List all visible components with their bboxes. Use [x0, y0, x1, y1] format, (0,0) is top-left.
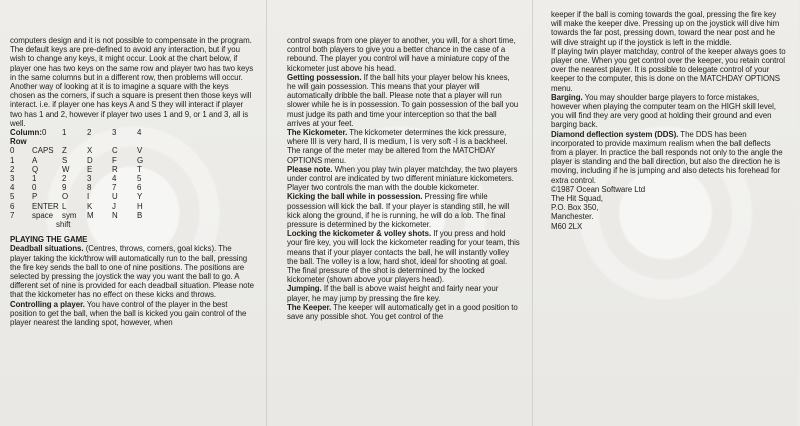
possession-paragraph: [287, 73, 520, 128]
range-paragraph: The range of the meter may be altered from the MATCHDAY OPTIONS menu.: [287, 146, 496, 165]
address-line-2: P.O. Box 350,: [551, 203, 599, 213]
shift-note: shift: [56, 220, 71, 230]
key-cell: F: [112, 155, 117, 165]
playing-heading: PLAYING THE GAME: [10, 235, 88, 245]
locking-text: If you press and hold your fire key, you will lock the kickometer reading for your team, this means that if your player contacts the ball, he will instantly volley the ball. The volley is a low, hard shot, ideal for shooting at goal. The final pressure of the shot is determined by the locked kickometer (shown above your players head).: [287, 229, 520, 285]
key-cell: 0: [32, 183, 37, 193]
kicking-text: Pressing fire while possession will kick the ball. If your player is standing still, he will kick along the ground, if he is running, he will do a lob. The final pressure is determined by the kickometer.: [287, 192, 510, 230]
jumping-paragraph: [287, 284, 520, 302]
column-0: 0: [42, 128, 47, 138]
deadball-title: Deadball situations.: [10, 244, 84, 254]
key-matrix-row: [10, 211, 254, 220]
key-cell: 3: [87, 174, 92, 184]
key-cell: Z: [62, 146, 67, 156]
kickometer-title: The Kickometer.: [287, 128, 348, 138]
row-number: 1: [10, 155, 15, 165]
key-cell: B: [137, 210, 143, 220]
possession-text: If the ball hits your player below his knees, he will gain possession. This means that your player will automatically dribble the ball. Please note that a player will run slower while he is in possession. To gain possession of the ball you must judge its path and time your interception so that the ball arrives at your feet.: [287, 72, 519, 128]
key-cell: N: [112, 210, 118, 220]
kicking-title: Kicking the ball while in possession.: [287, 192, 423, 202]
address-line-4: M60 2LX: [551, 221, 583, 231]
column-header-row: [10, 128, 254, 137]
row-number: 0: [10, 146, 15, 156]
key-cell: 7: [112, 183, 117, 193]
key-cell: U: [112, 192, 118, 202]
key-cell: T: [137, 164, 142, 174]
kickometer-text: The kickometer determines the kick pressure, where III is very hard, II is medium, I is very soft -I is a backheel.: [287, 128, 508, 147]
keeper-title: The Keeper.: [287, 302, 332, 312]
intro-paragraph: computers design and it is not possible to compensate in the program. The default keys are pre-defined to avoid any interaction, but if you wish to change any keys, it might occur. Look at the chart below, if player one has two keys on the same row and player two has two keys in the same columns but in a different row, then problems will occur. Another way of looking at it is to imagine a square with the keys chosen as the corners, if such a square is present then those keys will interact. i.e. if player one has keys A and S they will interact if player two has 1 and 2, however if player two uses 1 and 9, or 1 and 3, all is well.: [10, 36, 254, 128]
row-number: 7: [10, 210, 15, 220]
key-cell: E: [87, 164, 93, 174]
keeper-dive-paragraph: keeper if the ball is coming towards the goal, pressing the fire key will make the keeper dive. Pressing up on the joystick will dive him towards the far post, pressing down, toward the near post and he will dive straight up if the joystick is left in the middle.: [551, 10, 780, 47]
copyright-line: ©1987 Ocean Software Ltd: [551, 184, 646, 194]
locking-paragraph: [287, 229, 520, 284]
key-cell: S: [62, 155, 68, 165]
key-cell: C: [112, 146, 118, 156]
row-number: 5: [10, 192, 15, 202]
key-cell: space: [32, 210, 54, 220]
key-matrix-row: [10, 183, 254, 192]
publisher-address: [551, 185, 786, 231]
key-cell: 1: [32, 174, 37, 184]
key-matrix-row: [10, 156, 254, 165]
key-cell: 5: [137, 174, 142, 184]
column-4: 4: [137, 128, 142, 138]
key-cell: K: [87, 201, 93, 211]
panel-right: [532, 0, 798, 426]
key-cell: P: [32, 192, 38, 202]
barging-paragraph: [551, 93, 786, 130]
column-1: 1: [62, 128, 67, 138]
key-matrix-rows: [10, 146, 254, 220]
row-number: 3: [10, 174, 15, 184]
control-title: Controlling a player.: [10, 299, 85, 309]
key-matrix-row: [10, 202, 254, 211]
key-matrix-row: [10, 174, 254, 183]
key-cell: I: [87, 192, 90, 202]
key-cell: sym: [62, 210, 77, 220]
key-cell: CAPS: [32, 146, 54, 156]
column-2: 2: [87, 128, 92, 138]
key-cell: M: [87, 210, 94, 220]
key-cell: D: [87, 155, 93, 165]
dds-paragraph: [551, 130, 786, 185]
column-3: 3: [112, 128, 117, 138]
panel-middle: [266, 0, 532, 426]
key-cell: Q: [32, 164, 39, 174]
row-label: Row: [10, 137, 27, 147]
address-line-1: The Hit Squad,: [551, 194, 603, 204]
control-paragraph: [10, 300, 254, 328]
key-cell: O: [62, 192, 69, 202]
key-cell: L: [62, 201, 67, 211]
possession-title: Getting possession.: [287, 72, 362, 82]
jumping-text: If the ball is above waist height and fairly near your player, he may jump by pressing the fire key.: [287, 284, 499, 303]
panel-left: [0, 0, 266, 426]
key-cell: V: [137, 146, 143, 156]
dds-title: Diamond deflection system (DDS).: [551, 129, 679, 139]
key-matrix-table: [10, 128, 254, 229]
note-title: Please note.: [287, 164, 333, 174]
row-number: 6: [10, 201, 15, 211]
address-line-3: Manchester.: [551, 212, 594, 222]
row-number: 4: [10, 183, 15, 193]
key-cell: W: [62, 164, 70, 174]
key-matrix-row: [10, 192, 254, 201]
key-cell: G: [137, 155, 144, 165]
kicking-paragraph: [287, 192, 520, 229]
twin-keeper-paragraph: If playing twin player matchday, control of the keeper always goes to player one. When you get control over the keeper, you retain control over the nearest player. It is possible to delegate control of your keeper to the computer, this is done on the MATCHDAY OPTIONS menu.: [551, 46, 786, 93]
key-cell: 8: [87, 183, 92, 193]
row-number: 2: [10, 164, 15, 174]
key-cell: Y: [137, 192, 143, 202]
key-cell: 2: [62, 174, 67, 184]
control-text: You have control of the player in the best position to get the ball, when the ball is kicked you gain control of the player nearest the landing spot, however, when: [10, 299, 247, 328]
barging-text: You may shoulder barge players to force mistakes, however when playing the computer team on the HIGH skill level, you will find they are very good at holding their ground and even barging back.: [551, 92, 776, 130]
note-paragraph: [287, 165, 520, 193]
key-matrix-row: [10, 165, 254, 174]
note-text: When you play twin player matchday, the two players under control are indicated by two different miniature kickometers. Player two controls the man with the double kickometer.: [287, 164, 518, 193]
key-cell: 6: [137, 183, 142, 193]
dds-text: The DDS has been incorporated to provide maximum realism when the ball deflects from a player. In practice the ball responds not only to the angle the player is standing and the ball direction, but also the direction he is moving, including if he is jumping and also detects his forehead for extra control.: [551, 129, 783, 185]
deadball-text: (Centres, throws, corners, goal kicks). The player taking the kick/throw will automatically run to the ball, pressing the fire key sends the ball to one of nine positions. The positions are selected by pressing the joystick the way you want the ball to go. A different set of nine is provided for each deadball situation. Please note that the kickometer has no effect on these kicks and throws.: [10, 244, 254, 300]
key-cell: H: [137, 201, 143, 211]
locking-title: Locking the kickometer & volley shots.: [287, 229, 432, 239]
key-cell: ENTER: [32, 201, 59, 211]
keeper-paragraph: [287, 303, 520, 321]
key-cell: 4: [112, 174, 117, 184]
keeper-text: The keeper will automatically get in a good position to save any possible shot. You get control of the: [287, 302, 518, 322]
key-cell: 9: [62, 183, 67, 193]
key-cell: J: [112, 201, 116, 211]
barging-title: Barging.: [551, 92, 583, 102]
control-swap-paragraph: control swaps from one player to another, you will, for a short time, control both players to give you a better chance in the case of a rebound. The player you control will have a miniature copy of the kickometer just above his head.: [287, 36, 516, 73]
jumping-title: Jumping.: [287, 284, 322, 294]
kickometer-paragraph: [287, 128, 520, 146]
deadball-paragraph: [10, 244, 254, 299]
key-cell: A: [32, 155, 38, 165]
key-matrix-row: [10, 146, 254, 155]
column-label: Column:: [10, 128, 42, 138]
key-cell: X: [87, 146, 93, 156]
key-cell: R: [112, 164, 118, 174]
